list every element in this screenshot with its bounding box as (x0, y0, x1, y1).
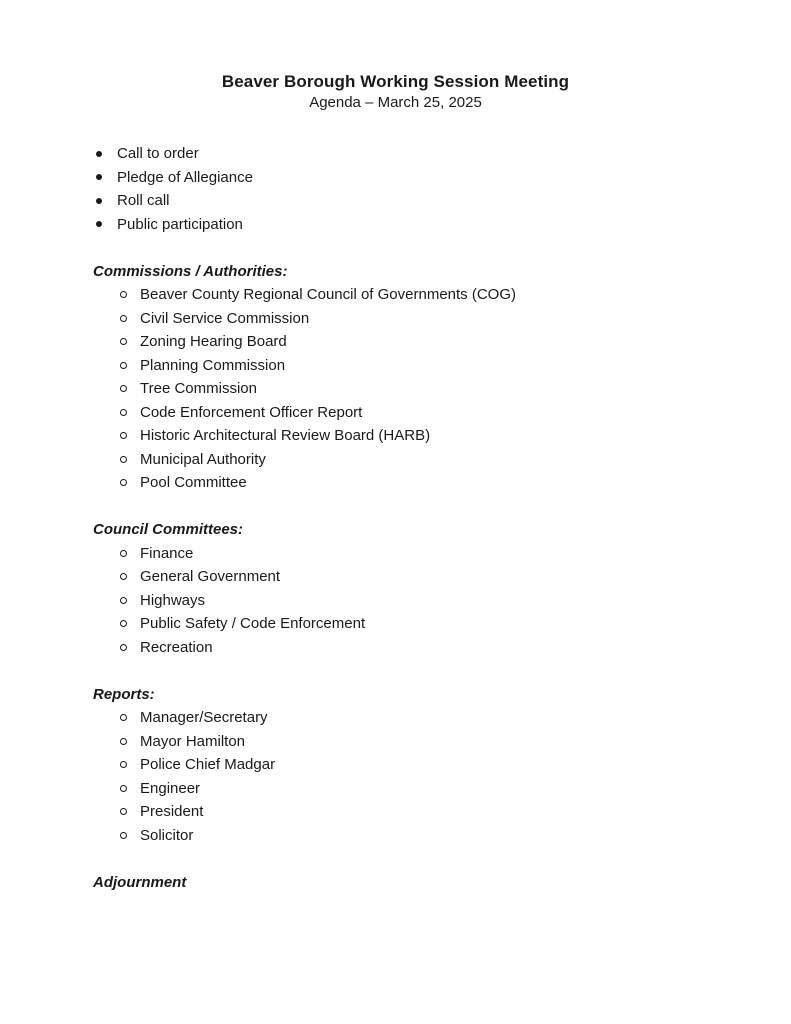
list-item-label: Code Enforcement Officer Report (140, 403, 363, 421)
circle-bullet-icon (120, 644, 127, 651)
disc-bullet-icon (96, 221, 102, 227)
section-heading: Commissions / Authorities: (93, 262, 288, 280)
section-heading: Council Committees: (93, 521, 244, 538)
circle-bullet-icon (120, 714, 127, 721)
list-item-label: Public Safety / Code Enforcement (140, 615, 366, 632)
circle-bullet-icon (120, 597, 127, 604)
list-item (120, 777, 791, 801)
list-item-label: Pledge of Allegiance (117, 168, 253, 186)
list-item (120, 612, 791, 636)
opening-items-list (93, 142, 791, 236)
circle-bullet-icon (120, 832, 127, 839)
list-item (120, 448, 791, 472)
circle-bullet-icon (120, 808, 127, 815)
list-item-label: Highways (140, 591, 206, 609)
list-item-label: Recreation (140, 638, 213, 656)
list-item-label: Municipal Authority (140, 450, 266, 468)
circle-bullet-icon (120, 738, 127, 745)
list-item-label: Call to order (117, 145, 199, 162)
list-item-label: Tree Commission (140, 380, 257, 397)
list-item (93, 166, 791, 190)
list-item-label: Manager/Secretary (140, 709, 268, 726)
list-item-label: Mayor Hamilton (140, 732, 246, 750)
list-item (120, 424, 791, 448)
list-item-label: Historic Architectural Review Board (HARB) (140, 427, 431, 444)
list-item-label: Police Chief Madgar (140, 756, 276, 773)
list-item (120, 824, 791, 848)
circle-bullet-icon (120, 291, 127, 298)
list-item (120, 730, 791, 754)
disc-bullet-icon (96, 174, 102, 180)
list-item (120, 307, 791, 331)
closing-heading: Adjournment (93, 873, 187, 891)
circle-bullet-icon (120, 479, 127, 486)
list-item (120, 753, 791, 777)
circle-bullet-icon (120, 620, 127, 627)
circle-bullet-icon (120, 550, 127, 557)
commissions-items-list (120, 283, 791, 495)
list-item (120, 565, 791, 589)
list-item (120, 401, 791, 425)
list-item-label: General Government (140, 568, 281, 585)
list-item-label: Roll call (117, 192, 170, 209)
circle-bullet-icon (120, 456, 127, 463)
disc-bullet-icon (96, 198, 102, 204)
list-item (120, 542, 791, 566)
section-heading: Reports: (93, 685, 155, 703)
list-item-label: Solicitor (140, 826, 194, 844)
section-council-committees (93, 518, 791, 659)
page-subtitle: Agenda – March 25, 2025 (309, 94, 482, 111)
circle-bullet-icon (120, 409, 127, 416)
list-item (120, 330, 791, 354)
circle-bullet-icon (120, 315, 127, 322)
list-item-label: Engineer (140, 779, 201, 797)
list-item-label: Finance (140, 544, 194, 562)
list-item (120, 706, 791, 730)
circle-bullet-icon (120, 338, 127, 345)
document-header (0, 0, 791, 114)
disc-bullet-icon (96, 151, 102, 157)
list-item (120, 589, 791, 613)
circle-bullet-icon (120, 432, 127, 439)
page-title: Beaver Borough Working Session Meeting (221, 72, 570, 91)
list-item-label: President (140, 803, 204, 820)
section-reports (93, 683, 791, 848)
list-item (120, 636, 791, 660)
list-item (120, 471, 791, 495)
list-item (93, 189, 791, 213)
reports-items-list (120, 706, 791, 847)
circle-bullet-icon (120, 362, 127, 369)
list-item (120, 354, 791, 378)
circle-bullet-icon (120, 573, 127, 580)
list-item-label: Pool Committee (140, 474, 247, 491)
section-commissions-authorities (93, 260, 791, 495)
council-committees-items-list (120, 542, 791, 660)
list-item-label: Zoning Hearing Board (140, 333, 287, 350)
list-item (120, 377, 791, 401)
list-item (93, 213, 791, 237)
list-item (120, 800, 791, 824)
circle-bullet-icon (120, 785, 127, 792)
circle-bullet-icon (120, 761, 127, 768)
list-item (120, 283, 791, 307)
list-item-label: Planning Commission (140, 356, 286, 374)
list-item (93, 142, 791, 166)
circle-bullet-icon (120, 385, 127, 392)
list-item-label: Civil Service Commission (140, 309, 310, 327)
list-item-label: Public participation (117, 215, 243, 233)
list-item-label: Beaver County Regional Council of Governments (COG) (140, 286, 516, 303)
